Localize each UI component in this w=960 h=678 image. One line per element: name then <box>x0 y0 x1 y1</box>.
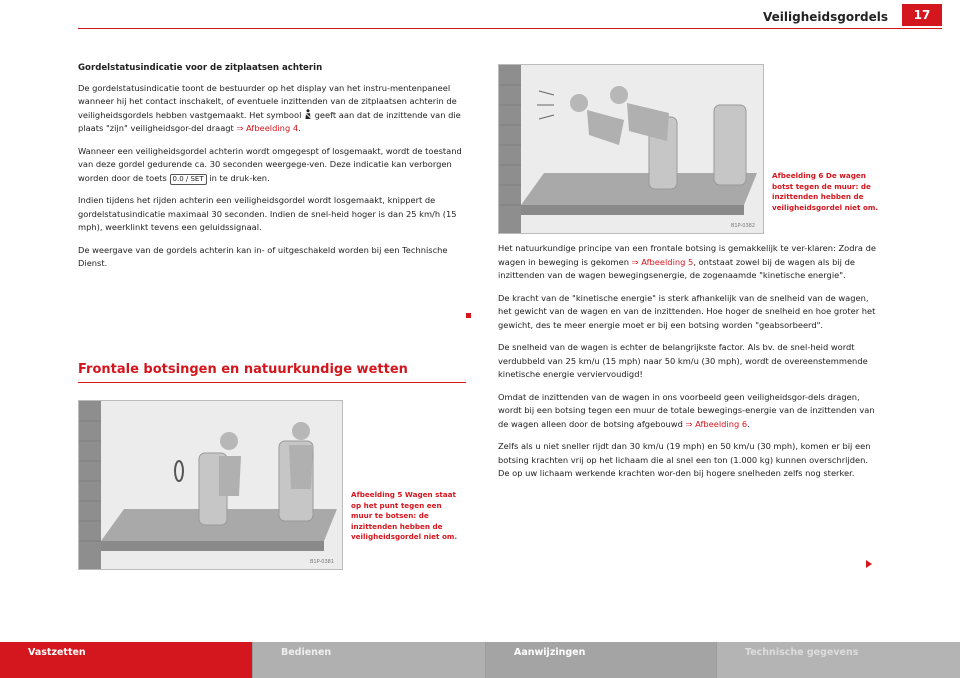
section-title: Frontale botsingen en natuurkundige wetten <box>78 362 408 377</box>
header-rule <box>78 28 942 29</box>
header-title: Veiligheidsgordels <box>763 10 888 24</box>
continue-arrow-icon[interactable] <box>866 560 872 568</box>
paragraph: De kracht van de "kinetische energie" is sterk afhankelijk van de snelheid van de wagen, het gewicht van de wagen en van de inzittenden. Hoe hoger de snelheid en hoe groter het gewicht, des te meer energie moet er bij een botsing worden "geabsorbeerd". <box>498 292 876 330</box>
figure-6-caption: Afbeelding 6 De wagen botst tegen de muur: de inzittenden hebben de veiligheidsgordel niet om. <box>772 171 879 212</box>
right-column <box>498 242 880 490</box>
car-crash-illustration <box>499 65 763 233</box>
car-wall-illustration <box>79 401 342 569</box>
section-end-marker <box>466 313 471 318</box>
paragraph: De weergave van de gordels achterin kan in- of uitgeschakeld worden bij een Technische Dienst. <box>78 244 448 268</box>
figure-5-caption: Afbeelding 5 Wagen staat op het punt tegen een muur te botsen: de inzittenden hebben de veiligheidsgordel niet om. <box>351 490 458 541</box>
footer-tab-aanwijzingen[interactable]: Aanwijzingen <box>486 642 716 678</box>
left-column <box>78 62 466 280</box>
page-header <box>0 0 960 32</box>
figure-4-link[interactable]: ⇒ Afbeelding 4 <box>236 123 299 133</box>
seatbelt-icon <box>304 109 312 119</box>
paragraph: Zelfs als u niet sneller rijdt dan 30 km/u (19 mph) en 50 km/u (30 mph), komen er bij een botsing krachten vrij op het lichaam die al snel een ton (1.000 kg) kunnen overschrijden. De op uw lichaam werkende krachten wor-den bij hogere snelheden zelfs nog sterker. <box>498 441 871 478</box>
footer-nav <box>0 642 960 678</box>
subheading: Gordelstatusindicatie voor de zitplaatsen achterin <box>78 63 323 73</box>
figure-6 <box>498 64 764 234</box>
figure-code: B1P-0382 <box>730 223 755 229</box>
paragraph: Indien tijdens het rijden achterin een veiligheidsgordel wordt losgemaakt, knippert de gordelstatusindicatie maximaal 30 seconden. Indien de snel-heid hoger is dan 25 km/h (15 mph), weerklinkt tevens een geluidssignaal. <box>78 195 457 232</box>
figure-code: B1P-0381 <box>309 559 334 565</box>
paragraph: De snelheid van de wagen is echter de belangrijkste factor. Als bv. de snel-heid wordt verdubbeld van 25 km/u (15 mph) naar 50 km/u (30 mph), wordt de overeenstemmende kinetische energie verviervoudigd! <box>498 342 868 379</box>
figure-5-link[interactable]: ⇒ Afbeelding 5 <box>631 256 694 267</box>
figure-5 <box>78 400 343 570</box>
footer-tab-bedienen[interactable]: Bedienen <box>253 642 485 678</box>
paragraph: Wanneer een veiligheidsgordel achterin wordt omgegespt of losgemaakt, wordt de toestand van deze gordel gedurende ca. 30 seconden weergege-ven. Deze indicatie kan verborgen worden door de toets 0.0 / SET in te druk-ken. <box>78 145 462 183</box>
footer-tab-technische-gegevens[interactable]: Technische gegevens <box>717 642 960 678</box>
section-rule <box>78 382 466 383</box>
set-key: 0.0 / SET <box>170 174 207 185</box>
figure-6-link[interactable]: ⇒ Afbeelding 6 <box>685 418 748 429</box>
paragraph: Het natuurkundige principe van een frontale botsing is gemakkelijk te ver-klaren: Zodra de wagen in beweging is gekomen ⇒ Afbeelding 5, ontstaat zowel bij de wagen als bij de inzittenden van de wagen bewegingsenergie, de zogenaamde "kinetische energie". <box>498 243 876 280</box>
paragraph: Omdat de inzittenden van de wagen in ons voorbeeld geen veiligheidsgor-dels dragen, wordt bij een botsing tegen een muur de totale bewegings-energie van de inzittenden van de wagen alleen door de botsing afgebouwd ⇒ Afbeelding 6. <box>498 391 875 429</box>
footer-tab-vastzetten[interactable]: Vastzetten <box>0 642 252 678</box>
page-number-badge: 17 <box>902 4 942 26</box>
paragraph: De gordelstatusindicatie toont de bestuurder op het display van het instru-mentenpaneel wanneer hij het contact inschakelt, of eventuele inzittenden van de zitplaatsen achterin de veiligheidsgordels hebben vastgemaakt. Het symbool geeft aan dat de inzittende van die plaats "zijn" veiligheidsgor-del draagt ⇒ Afbeelding 4. <box>78 82 461 133</box>
